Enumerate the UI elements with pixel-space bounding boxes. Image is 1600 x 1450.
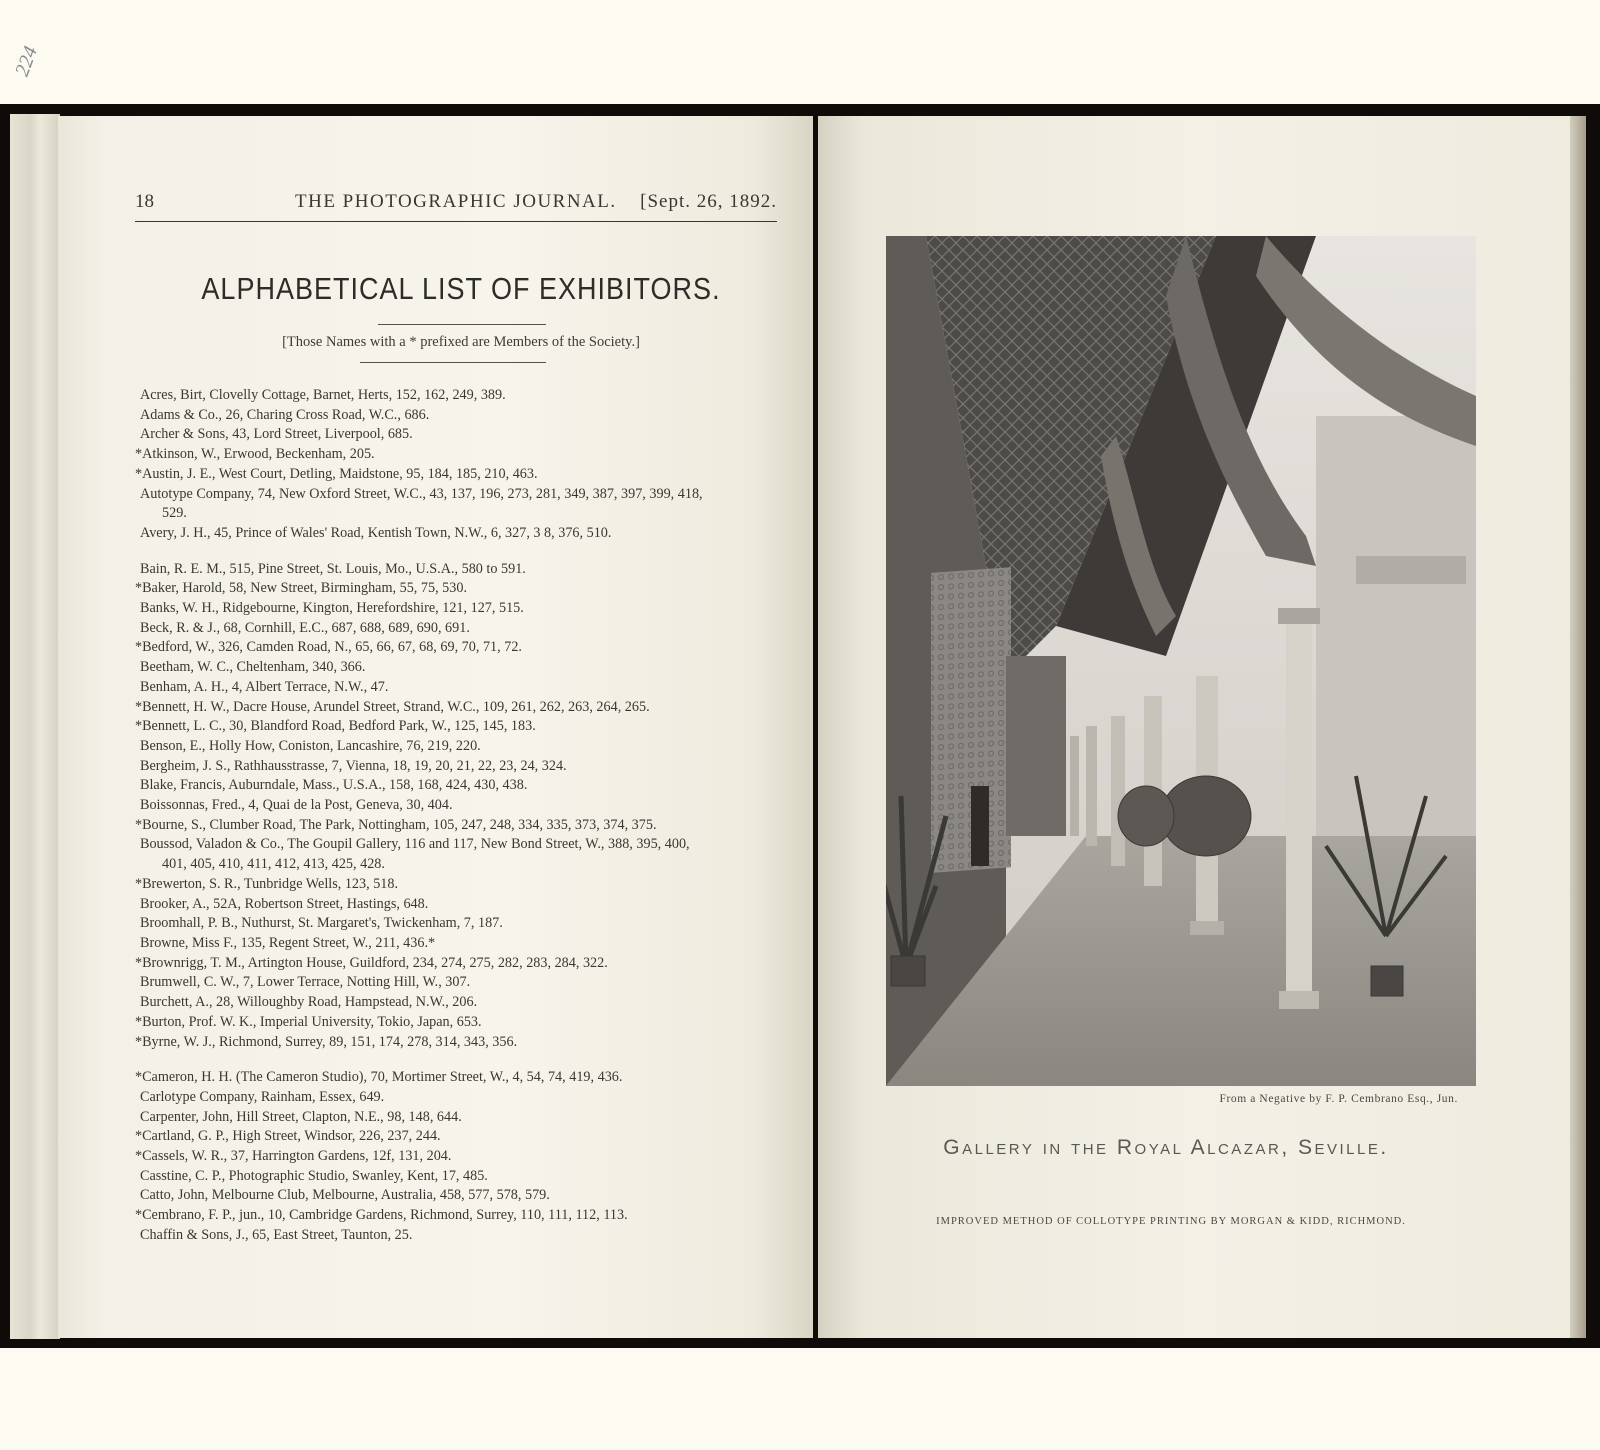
exhibitor-entry [140, 1167, 780, 1187]
exhibitor-entry [135, 445, 780, 465]
exhibitor-text: *Bourne, S., Clumber Road, The Park, Nottingham, 105, 247, 248, 334, 335, 373, 374, 375. [135, 816, 657, 833]
exhibitor-entry [140, 776, 780, 796]
exhibitor-text: Benham, A. H., 4, Albert Terrace, N.W., 47. [140, 678, 389, 695]
exhibitor-entry [135, 1033, 780, 1053]
page-edges [10, 114, 60, 1339]
exhibitor-text: Boissonnas, Fred., 4, Quai de la Post, Geneva, 30, 404. [140, 797, 453, 814]
exhibitor-text: Bergheim, J. S., Rathhausstrasse, 7, Vienna, 18, 19, 20, 21, 22, 23, 24, 324. [140, 757, 567, 774]
issue-date: [Sept. 26, 1892. [640, 191, 777, 212]
exhibitor-text: *Byrne, W. J., Richmond, Surrey, 89, 151, 174, 278, 314, 343, 356. [135, 1033, 518, 1050]
exhibitor-text: *Bennett, L. C., 30, Blandford Road, Bedford Park, W., 125, 145, 183. [135, 718, 536, 735]
exhibitor-text: *Burton, Prof. W. K., Imperial University, Tokio, Japan, 653. [135, 1013, 482, 1030]
exhibitor-group-c [135, 1068, 780, 1245]
left-page [58, 116, 813, 1338]
members-note: [Those Names with a * prefixed are Members of the Society.] [282, 334, 640, 350]
exhibitor-text: Autotype Company, 74, New Oxford Street, W.C., 43, 137, 196, 273, 281, 349, 387, 397, 399, 418, [140, 485, 703, 502]
exhibitor-entry [140, 619, 780, 639]
exhibitor-text: Carpenter, John, Hill Street, Clapton, N.E., 98, 148, 644. [140, 1108, 462, 1125]
exhibitor-entry [135, 698, 780, 718]
exhibitor-entry [140, 835, 780, 874]
photograph-illustration [886, 236, 1476, 1086]
exhibitor-text: Acres, Birt, Clovelly Cottage, Barnet, Herts, 152, 162, 249, 389. [140, 387, 506, 403]
exhibitor-text: Broomhall, P. B., Nuthurst, St. Margaret's, Twickenham, 7, 187. [140, 915, 503, 932]
exhibitor-entry [140, 1108, 780, 1128]
exhibitor-group-a [135, 386, 780, 544]
exhibitor-entry [140, 406, 780, 426]
exhibitor-entry [140, 425, 780, 445]
exhibitor-entry [140, 1088, 780, 1108]
exhibitor-entry [140, 658, 780, 678]
exhibitor-text: Browne, Miss F., 135, Regent Street, W., 211, 436.* [140, 934, 436, 951]
exhibitor-list [135, 386, 780, 1246]
exhibitor-text: Archer & Sons, 43, Lord Street, Liverpool, 685. [140, 426, 413, 443]
exhibitor-text: Burchett, A., 28, Willoughby Road, Hampstead, N.W., 206. [140, 994, 478, 1011]
exhibitor-text: Casstine, C. P., Photographic Studio, Swanley, Kent, 17, 485. [140, 1167, 488, 1184]
exhibitor-continuation: 529. [162, 505, 187, 522]
right-page [818, 116, 1570, 1338]
exhibitor-entry [140, 796, 780, 816]
exhibitor-entry [135, 638, 780, 658]
journal-title: THE PHOTOGRAPHIC JOURNAL. [295, 191, 617, 212]
exhibitor-entry [135, 1147, 780, 1167]
exhibitor-entry [140, 524, 780, 544]
plate-title: Gallery in the Royal Alcazar, Seville. [943, 1136, 1389, 1159]
exhibitor-entry [140, 1226, 780, 1246]
exhibitor-text: Beck, R. & J., 68, Cornhill, E.C., 687, 688, 689, 690, 691. [140, 619, 470, 636]
exhibitor-entry [135, 465, 780, 485]
exhibitor-entry [135, 1206, 780, 1226]
exhibitor-text: *Bennett, H. W., Dacre House, Arundel Street, Strand, W.C., 109, 261, 262, 263, 264, 265. [135, 698, 650, 715]
exhibitor-text: Benson, E., Holly How, Coniston, Lancashire, 76, 219, 220. [140, 737, 481, 754]
exhibitor-entry [140, 599, 780, 619]
exhibitor-text: Carlotype Company, Rainham, Essex, 649. [140, 1088, 385, 1105]
exhibitor-text: Bain, R. E. M., 515, Pine Street, St. Louis, Mo., U.S.A., 580 to 591. [140, 560, 526, 577]
exhibitor-entry [140, 560, 780, 580]
group-gap [140, 544, 780, 560]
exhibitor-text: *Austin, J. E., West Court, Detling, Maidstone, 95, 184, 185, 210, 463. [135, 465, 538, 482]
printer-line: IMPROVED METHOD OF COLLOTYPE PRINTING BY MORGAN & KIDD, RICHMOND. [936, 1216, 1406, 1227]
photo-credit: From a Negative by F. P. Cembrano Esq., Jun. [1219, 1093, 1458, 1105]
exhibitor-entry [140, 1186, 780, 1206]
exhibitor-group-b [135, 560, 780, 1053]
exhibitor-text: *Cameron, H. H. (The Cameron Studio), 70, Mortimer Street, W., 4, 54, 74, 419, 436. [135, 1069, 623, 1086]
exhibitor-entry [140, 934, 780, 954]
running-head [135, 191, 777, 222]
exhibitor-text: Chaffin & Sons, J., 65, East Street, Taunton, 25. [140, 1226, 413, 1243]
note-rule [360, 362, 546, 363]
group-gap [140, 1052, 780, 1068]
exhibitor-text: Beetham, W. C., Cheltenham, 340, 366. [140, 659, 366, 676]
exhibitor-text: *Brownrigg, T. M., Artington House, Guildford, 234, 274, 275, 282, 283, 284, 322. [135, 954, 608, 971]
exhibitor-text: *Baker, Harold, 58, New Street, Birmingham, 55, 75, 530. [135, 580, 467, 597]
list-title: ALPHABETICAL LIST OF EXHIBITORS. [201, 272, 721, 306]
exhibitor-text: *Cassels, W. R., 37, Harrington Gardens, 12f, 131, 204. [135, 1148, 452, 1165]
exhibitor-entry [135, 717, 780, 737]
exhibitor-entry [135, 1013, 780, 1033]
exhibitor-text: Blake, Francis, Auburndale, Mass., U.S.A., 158, 168, 424, 430, 438. [140, 777, 528, 794]
exhibitor-continuation: 401, 405, 410, 411, 412, 413, 425, 428. [162, 856, 385, 873]
exhibitor-text: *Brewerton, S. R., Tunbridge Wells, 123, 518. [135, 875, 399, 892]
title-rule [378, 324, 546, 325]
exhibitor-text: *Atkinson, W., Erwood, Beckenham, 205. [135, 446, 375, 463]
exhibitor-entry [135, 954, 780, 974]
exhibitor-entry [140, 386, 780, 406]
exhibitor-entry [140, 485, 780, 524]
exhibitor-text: Boussod, Valadon & Co., The Goupil Gallery, 116 and 117, New Bond Street, W., 388, 395, 400, [140, 836, 690, 853]
exhibitor-entry [140, 678, 780, 698]
exhibitor-text: *Bedford, W., 326, Camden Road, N., 65, 66, 67, 68, 69, 70, 71, 72. [135, 639, 522, 656]
exhibitor-text: *Cembrano, F. P., jun., 10, Cambridge Gardens, Richmond, Surrey, 110, 111, 112, 113. [135, 1207, 628, 1224]
exhibitor-entry [140, 895, 780, 915]
exhibitor-text: Avery, J. H., 45, Prince of Wales' Road, Kentish Town, N.W., 6, 327, 3 8, 376, 510. [140, 524, 612, 541]
exhibitor-entry [135, 579, 780, 599]
exhibitor-entry [140, 914, 780, 934]
page-number: 18 [135, 191, 154, 212]
exhibitor-entry [140, 757, 780, 777]
exhibitor-text: Brooker, A., 52A, Robertson Street, Hastings, 648. [140, 895, 429, 912]
exhibitor-entry [135, 1127, 780, 1147]
exhibitor-text: Catto, John, Melbourne Club, Melbourne, Australia, 458, 577, 578, 579. [140, 1187, 550, 1204]
exhibitor-entry [135, 816, 780, 836]
right-page-edges [1570, 116, 1586, 1338]
margin-pencil-note: 224 [11, 43, 42, 80]
exhibitor-text: Banks, W. H., Ridgebourne, Kington, Herefordshire, 121, 127, 515. [140, 600, 524, 617]
exhibitor-text: Adams & Co., 26, Charing Cross Road, W.C., 686. [140, 406, 430, 423]
exhibitor-text: Brumwell, C. W., 7, Lower Terrace, Notting Hill, W., 307. [140, 974, 471, 991]
exhibitor-entry [140, 993, 780, 1013]
exhibitor-entry [140, 973, 780, 993]
exhibitor-entry [135, 1068, 780, 1088]
exhibitor-text: *Cartland, G. P., High Street, Windsor, 226, 237, 244. [135, 1128, 441, 1145]
exhibitor-entry [135, 875, 780, 895]
alcazar-photograph [886, 236, 1476, 1086]
book-spread [0, 104, 1600, 1348]
exhibitor-entry [140, 737, 780, 757]
